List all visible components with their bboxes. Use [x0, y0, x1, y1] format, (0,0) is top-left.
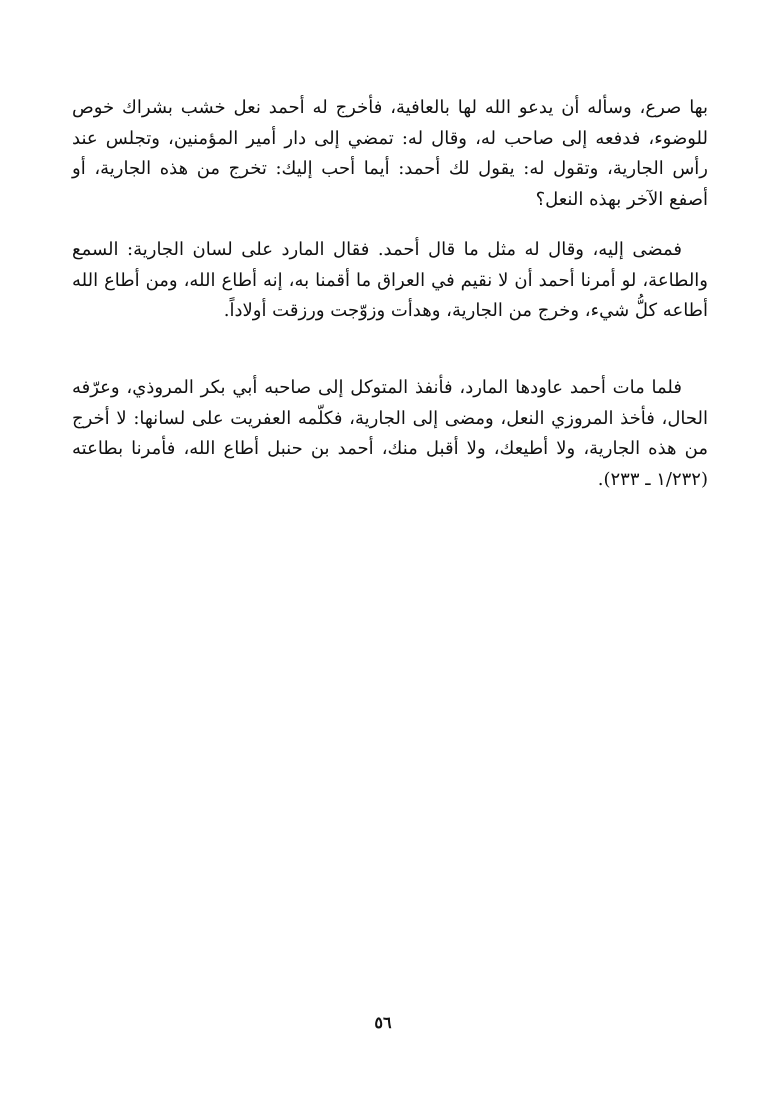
paragraph-3 [72, 373, 708, 495]
paragraph-1 [72, 93, 708, 215]
paragraph-2 [72, 235, 708, 327]
paragraph-2-text: فمضى إليه، وقال له مثل ما قال أحمد. فقال المارد على لسان الجارية: السمع والطاعة، لو أمرنا أحمد أن لا نقيم في العراق ما أقمنا به، إنه أطاع الله، ومن أطاع الله أطاعه كلُّ شيء، وخرج من الجارية، وهدأت وزوّجت ورزقت أولاداً. [72, 239, 708, 321]
paragraph-3-text: فلما مات أحمد عاودها المارد، فأنفذ المتوكل إلى صاحبه أبي بكر المروذي، وعرّفه الحال، فأخذ المروزي النعل، ومضى إلى الجارية، فكلّمه العفريت على لسانها: لا أخرج من هذه الجارية، ولا أطيعك، ولا أقبل منك، أحمد بن حنبل أطاع الله، فأمرنا بطاعته (١/٢٣٢ ـ ٢٣٣). [72, 377, 708, 490]
page-number: ٥٦ [374, 1013, 392, 1032]
paragraph-1-text: بها صرع، وسأله أن يدعو الله لها بالعافية، فأخرج له أحمد نعل خشب بشراك خوص للوضوء، فدفعه إلى صاحب له، وقال له: تمضي إلى دار أمير المؤمنين، وتجلس عند رأس الجارية، وتقول له: يقول لك أحمد: أيما أحب إليك: تخرج من هذه الجارية، أو أصفع الآخر بهذه النعل؟ [72, 97, 708, 210]
